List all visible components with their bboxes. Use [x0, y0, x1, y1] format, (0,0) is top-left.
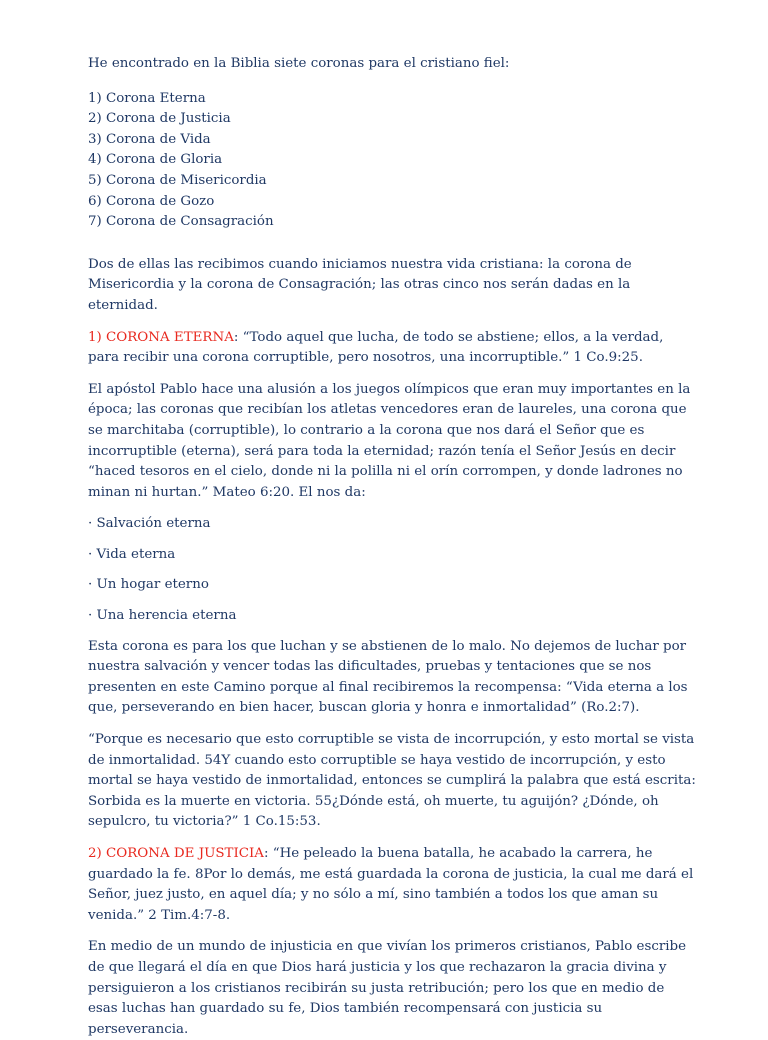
section1-verse-paragraph — [88, 328, 698, 369]
two-received-paragraph: Dos de ellas las recibimos cuando iniciamos nuestra vida cristiana: la corona de Misericordia y la corona de Consagración; las otras cinco nos serán dadas en la eternidad. — [88, 256, 632, 313]
crown-list — [88, 89, 698, 233]
crown-list-item: 7) Corona de Consagración — [88, 214, 274, 230]
section1-heading: 1) CORONA ETERNA — [88, 329, 234, 345]
section2-heading: 2) CORONA DE JUSTICIA — [88, 846, 264, 861]
bullet-item: · Salvación eterna — [88, 516, 211, 532]
section1-explanation: El apóstol Pablo hace una alusión a los juegos olímpicos que eran muy importantes en la época; las coronas que recibían los atletas vencedores eran de laureles, una corona que se marchitaba (corruptible), lo contrario a la corona que nos dará el Señor que es incorruptible (eterna), será para toda la eternidad; razón tenía el Señor Jesús en decir “haced tesoros en el cielo, donde ni la polilla ni el orín corrompen, y donde ladrones no minan ni hurtan.” Mateo 6:20. El nos da: — [88, 381, 691, 500]
crown-list-item: 6) Corona de Gozo — [88, 193, 215, 209]
section1-verse: : “Todo aquel que lucha, de todo se abstiene; ellos, a la verdad, para recibir una corona corruptible, pero nosotros, una incorruptible.” 1 Co.9:25. — [88, 329, 664, 366]
section2-explanation: En medio de un mundo de injusticia en que vivían los primeros cristianos, Pablo escribe de que llegará el día en que Dios hará justicia y los que rechazaron la gracia divina y persiguieron a los cristianos recibirán su justa retribución; pero los que en medio de esas luchas han guardado su fe, Dios también recompensará con justicia su perseverancia. — [88, 939, 687, 1037]
section2-verse-paragraph — [88, 844, 698, 926]
crown-list-item: 5) Corona de Misericordia — [88, 172, 267, 188]
section1-exhortation: Esta corona es para los que luchan y se abstienen de lo malo. No dejemos de luchar por nuestra salvación y vencer todas las dificultades, pruebas y tentaciones que se nos presenten en este Camino porque al final recibiremos la recompensa: “Vida eterna a los que, perseverando en bien hacer, buscan gloria y honra e inmortalidad” (Ro.2:7). — [88, 638, 688, 716]
bullet-item: · Un hogar eterno — [88, 577, 209, 593]
section1-quote: “Porque es necesario que esto corruptible se vista de incorrupción, y esto mortal se vista de inmortalidad. 54Y cuando esto corruptible se haya vestido de incorrupción, y esto mortal se haya vestido de inmortalidad, entonces se cumplirá la palabra que está escrita: Sorbida es la muerte en victoria. 55¿Dónde está, oh muerte, tu aguijón? ¿Dónde, oh sepulcro, tu victoria?” 1 Co.15:53. — [88, 732, 696, 830]
intro-paragraph: He encontrado en la Biblia siete coronas para el cristiano fiel: — [88, 56, 510, 71]
crown-list-item: 4) Corona de Gloria — [88, 152, 223, 168]
section2-verse: : “He peleado la buena batalla, he acabado la carrera, he guardado la fe. 8Por lo demás, me está guardada la corona de justicia, la cual me dará el Señor, juez justo, en aquel día; y no sólo a mí, sino también a todos los que aman su venida.” 2 Tim.4:7-8. — [88, 846, 694, 923]
crown-list-item: 2) Corona de Justicia — [88, 111, 231, 127]
crown-list-item: 1) Corona Eterna — [88, 90, 206, 106]
crown-list-item: 3) Corona de Vida — [88, 131, 211, 147]
bullet-item: · Una herencia eterna — [88, 608, 237, 624]
bullet-item: · Vida eterna — [88, 546, 176, 562]
